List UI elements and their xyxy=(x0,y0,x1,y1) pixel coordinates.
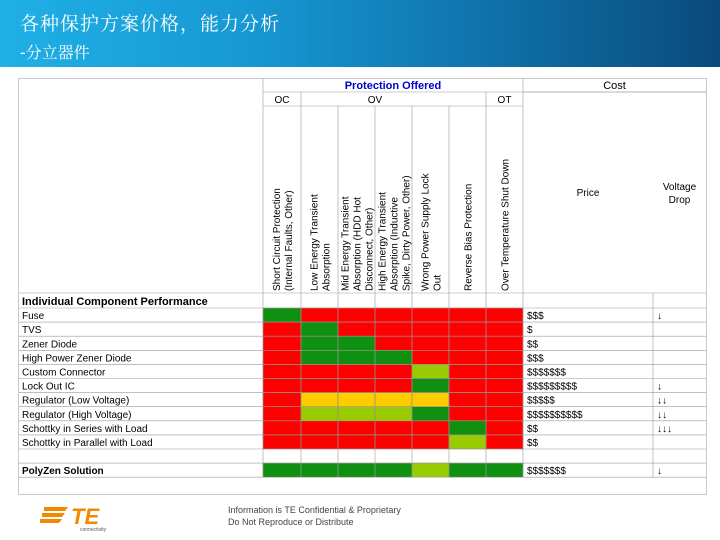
protection-cell xyxy=(338,407,375,421)
protection-cell xyxy=(375,379,412,393)
price-value: $$ xyxy=(527,438,539,449)
protection-cell xyxy=(263,308,301,322)
protection-offered-header: Protection Offered xyxy=(344,80,442,92)
protection-cell xyxy=(301,379,338,393)
component-name: Schottky in Series with Load xyxy=(22,423,148,435)
protection-cell xyxy=(375,322,412,336)
protection-cell xyxy=(301,350,338,364)
price-value: $$ xyxy=(527,339,539,351)
protection-cell xyxy=(449,435,486,449)
protection-cell xyxy=(449,421,486,435)
protection-cell xyxy=(449,322,486,336)
price-value: $ xyxy=(527,325,533,337)
component-name: Zener Diode xyxy=(22,339,78,351)
comparison-table-panel xyxy=(18,78,707,495)
protection-cell xyxy=(486,393,523,407)
logo-subtext: connectivity xyxy=(80,527,107,533)
protection-cell xyxy=(375,421,412,435)
price-value: $$$$$ xyxy=(527,395,555,407)
protection-cell xyxy=(263,393,301,407)
confidential-notice xyxy=(228,504,401,528)
component-name: Fuse xyxy=(22,311,45,323)
protection-cell xyxy=(486,435,523,449)
protection-cell xyxy=(301,463,338,477)
logo-stripe-icon xyxy=(42,513,65,517)
protection-cell xyxy=(338,435,375,449)
protection-cell xyxy=(449,364,486,378)
protection-cell xyxy=(301,421,338,435)
protection-cell xyxy=(338,393,375,407)
column-header: Reverse Bias Protection xyxy=(463,183,475,291)
component-name: High Power Zener Diode xyxy=(22,353,132,365)
protection-cell xyxy=(412,407,449,421)
protection-cell xyxy=(338,463,375,477)
price-value: $$$ xyxy=(527,311,544,323)
price-header: Price xyxy=(576,188,600,199)
protection-cell xyxy=(412,364,449,378)
protection-cell xyxy=(412,463,449,477)
protection-cell xyxy=(486,308,523,322)
column-header: Mid Energy TransientAbsorption (HDD HotDisconnect, Other) xyxy=(340,196,376,291)
component-name: Regulator (High Voltage) xyxy=(22,409,132,421)
protection-cell xyxy=(486,463,523,477)
component-name: Regulator (Low Voltage) xyxy=(22,395,130,407)
protection-cell xyxy=(486,421,523,435)
column-header: High Energy TransientAbsorption (InductiveSpike, Dirty Power, Other) xyxy=(377,175,413,291)
protection-cell xyxy=(301,393,338,407)
protection-cell xyxy=(263,364,301,378)
price-value: $$$$$$$$$$ xyxy=(527,409,583,421)
protection-cell xyxy=(486,379,523,393)
protection-cell xyxy=(338,421,375,435)
voltage-drop-value: ↓↓ xyxy=(657,395,667,407)
column-header: Short Circuit Protection(Internal Faults, Other) xyxy=(272,188,295,291)
protection-cell xyxy=(263,336,301,350)
component-name: Lock Out IC xyxy=(22,381,75,393)
protection-cell xyxy=(412,379,449,393)
logo-text: TE xyxy=(71,504,100,529)
protection-cell xyxy=(301,364,338,378)
solution-name: PolyZen Solution xyxy=(22,466,104,478)
protection-cell xyxy=(301,407,338,421)
voltage-drop-value: ↓ xyxy=(657,466,662,478)
protection-cell xyxy=(263,350,301,364)
price-value: $$$ xyxy=(527,353,544,365)
protection-cell xyxy=(338,336,375,350)
protection-cell xyxy=(449,407,486,421)
protection-cell xyxy=(412,393,449,407)
component-name: Custom Connector xyxy=(22,367,106,379)
logo-stripe-icon xyxy=(44,507,68,511)
voltage-drop-header: Drop xyxy=(668,195,691,206)
confidential-line-2: Do Not Reproduce or Distribute xyxy=(228,517,354,527)
voltage-drop-value: ↓↓↓ xyxy=(657,423,672,435)
component-name: TVS xyxy=(22,325,42,337)
cost-header: Cost xyxy=(603,80,626,92)
voltage-drop-value: ↓ xyxy=(657,381,662,393)
price-value: $$$$$$$$$ xyxy=(527,381,578,393)
slide-title: 各种保护方案价格，能力分析 xyxy=(20,13,281,35)
voltage-drop-value: ↓↓ xyxy=(657,409,667,421)
price-value: $$ xyxy=(527,423,539,435)
protection-cell xyxy=(263,407,301,421)
protection-cell xyxy=(375,308,412,322)
protection-cell xyxy=(486,350,523,364)
protection-cell xyxy=(412,308,449,322)
price-value: $$$$$$$ xyxy=(527,367,566,379)
price-value: $$$$$$$ xyxy=(527,466,566,478)
protection-cell xyxy=(412,421,449,435)
protection-cell xyxy=(412,350,449,364)
logo-stripe-icon xyxy=(40,519,62,523)
protection-cell xyxy=(412,435,449,449)
protection-cell xyxy=(338,322,375,336)
protection-cell xyxy=(449,308,486,322)
protection-cell xyxy=(449,379,486,393)
slide-header xyxy=(0,0,720,67)
category-label: OC xyxy=(274,95,290,106)
protection-cell xyxy=(486,364,523,378)
protection-cell xyxy=(263,463,301,477)
protection-cell xyxy=(338,364,375,378)
protection-cell xyxy=(412,322,449,336)
protection-cell xyxy=(449,350,486,364)
protection-cell xyxy=(301,308,338,322)
protection-cell xyxy=(375,463,412,477)
protection-cell xyxy=(486,322,523,336)
protection-cell xyxy=(263,421,301,435)
protection-cell xyxy=(338,350,375,364)
category-label: OV xyxy=(367,95,383,106)
protection-cell xyxy=(375,407,412,421)
protection-cell xyxy=(375,393,412,407)
column-header: Low Energy TransientAbsorption xyxy=(309,194,333,291)
protection-cell xyxy=(449,336,486,350)
protection-cell xyxy=(449,393,486,407)
te-connectivity-logo xyxy=(40,500,120,534)
category-label: OT xyxy=(497,95,512,106)
protection-cell xyxy=(486,407,523,421)
protection-cell xyxy=(301,435,338,449)
section-header: Individual Component Performance xyxy=(22,296,208,308)
protection-cell xyxy=(375,350,412,364)
protection-cell xyxy=(412,336,449,350)
voltage-drop-value: ↓ xyxy=(657,311,662,323)
protection-cell xyxy=(375,336,412,350)
protection-cell xyxy=(338,308,375,322)
protection-cell xyxy=(263,322,301,336)
confidential-line-1: Information is TE Confidential & Proprietary xyxy=(228,505,401,515)
column-header: Over Temperature Shut Down xyxy=(500,158,512,291)
slide-subtitle: -分立器件 xyxy=(20,43,90,62)
protection-cell xyxy=(375,364,412,378)
comparison-table xyxy=(19,79,706,494)
protection-cell xyxy=(301,322,338,336)
column-header: Wrong Power Supply LockOut xyxy=(420,173,444,291)
voltage-drop-header: Voltage xyxy=(662,182,697,193)
protection-cell xyxy=(263,435,301,449)
component-name: Schottky in Parallel with Load xyxy=(22,438,153,449)
protection-cell xyxy=(263,379,301,393)
protection-cell xyxy=(375,435,412,449)
protection-cell xyxy=(338,379,375,393)
protection-cell xyxy=(486,336,523,350)
protection-cell xyxy=(301,336,338,350)
protection-cell xyxy=(449,463,486,477)
